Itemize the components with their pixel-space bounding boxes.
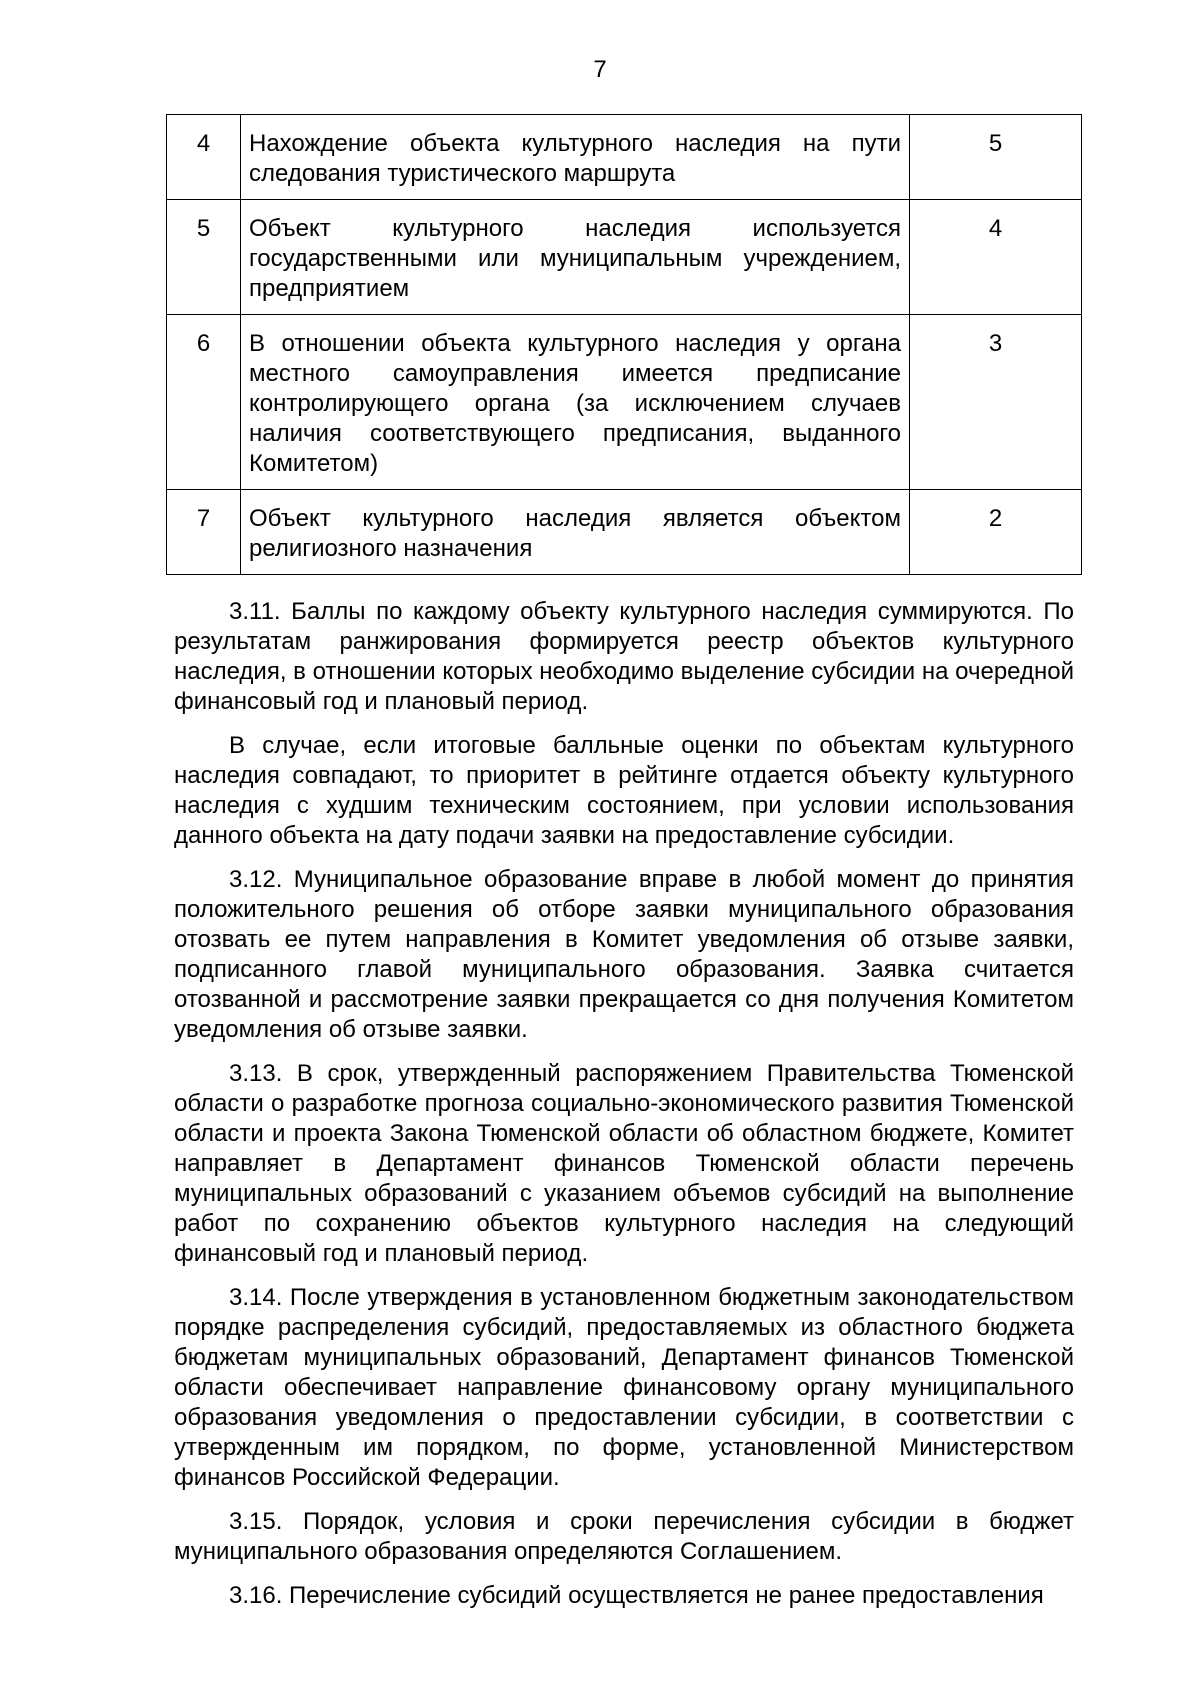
table-row	[167, 315, 1082, 490]
table-row	[167, 200, 1082, 315]
criterion-score: 4	[910, 200, 1082, 315]
page-number: 7	[593, 56, 607, 83]
paragraph-3-15: 3.15. Порядок, условия и сроки перечисления субсидии в бюджет муниципального образования определяются Соглашением.	[174, 1508, 1074, 1565]
criterion-score: 5	[910, 115, 1082, 200]
criterion-score: 3	[910, 315, 1082, 490]
row-number: 6	[167, 315, 241, 490]
paragraph-3-14: 3.14. После утверждения в установленном бюджетным законодательством порядке распределения субсидий, предоставляемых из областного бюджета бюджетам муниципальных образований, Департамент финансов Тюменской области обеспечивает направление финансовому органу муниципального образования уведомления о предоставлении субсидии, в соответствии с утвержденным им порядком, по форме, установленной Министерством финансов Российской Федерации.	[174, 1284, 1074, 1491]
paragraph-3-12: 3.12. Муниципальное образование вправе в любой момент до принятия положительного решения об отборе заявки муниципального образования отозвать ее путем направления в Комитет уведомления об отзыве заявки, подписанного главой муниципального образования. Заявка считается отозванной и рассмотрение заявки прекращается со дня получения Комитетом уведомления об отзыве заявки.	[174, 866, 1074, 1043]
criterion-text: Объект культурного наследия является объектом религиозного назначения	[241, 490, 910, 575]
criterion-text: Объект культурного наследия используется государственными или муниципальным учреждением, предприятием	[241, 200, 910, 315]
criterion-text: В отношении объекта культурного наследия у органа местного самоуправления имеется предписание контролирующего органа (за исключением случаев наличия соответствующего предписания, выданного Комитетом)	[241, 315, 910, 490]
paragraph-3-11: 3.11. Баллы по каждому объекту культурного наследия суммируются. По результатам ранжирования формируется реестр объектов культурного наследия, в отношении которых необходимо выделение субсидии на очередной финансовый год и плановый период.	[174, 598, 1074, 715]
row-number: 4	[167, 115, 241, 200]
criterion-text: Нахождение объекта культурного наследия на пути следования туристического маршрута	[241, 115, 910, 200]
row-number: 5	[167, 200, 241, 315]
paragraph-3-13: 3.13. В срок, утвержденный распоряжением Правительства Тюменской области о разработке прогноза социально-экономического развития Тюменской области и проекта Закона Тюменской области об областном бюджете, Комитет направляет в Департамент финансов Тюменской области перечень муниципальных образований с указанием объемов субсидий на выполнение работ по сохранению объектов культурного наследия на следующий финансовый год и плановый период.	[174, 1060, 1074, 1267]
document-body	[174, 597, 1074, 1625]
row-number: 7	[167, 490, 241, 575]
criterion-score: 2	[910, 490, 1082, 575]
criteria-table	[166, 114, 1082, 575]
table-row	[167, 490, 1082, 575]
paragraph-3-16: 3.16. Перечисление субсидий осуществляется не ранее предоставления	[229, 1582, 1044, 1609]
table-row	[167, 115, 1082, 200]
paragraph-tie-rule: В случае, если итоговые балльные оценки по объектам культурного наследия совпадают, то приоритет в рейтинге отдается объекту культурного наследия с худшим техническим состоянием, при условии использования данного объекта на дату подачи заявки на предоставление субсидии.	[174, 732, 1074, 849]
